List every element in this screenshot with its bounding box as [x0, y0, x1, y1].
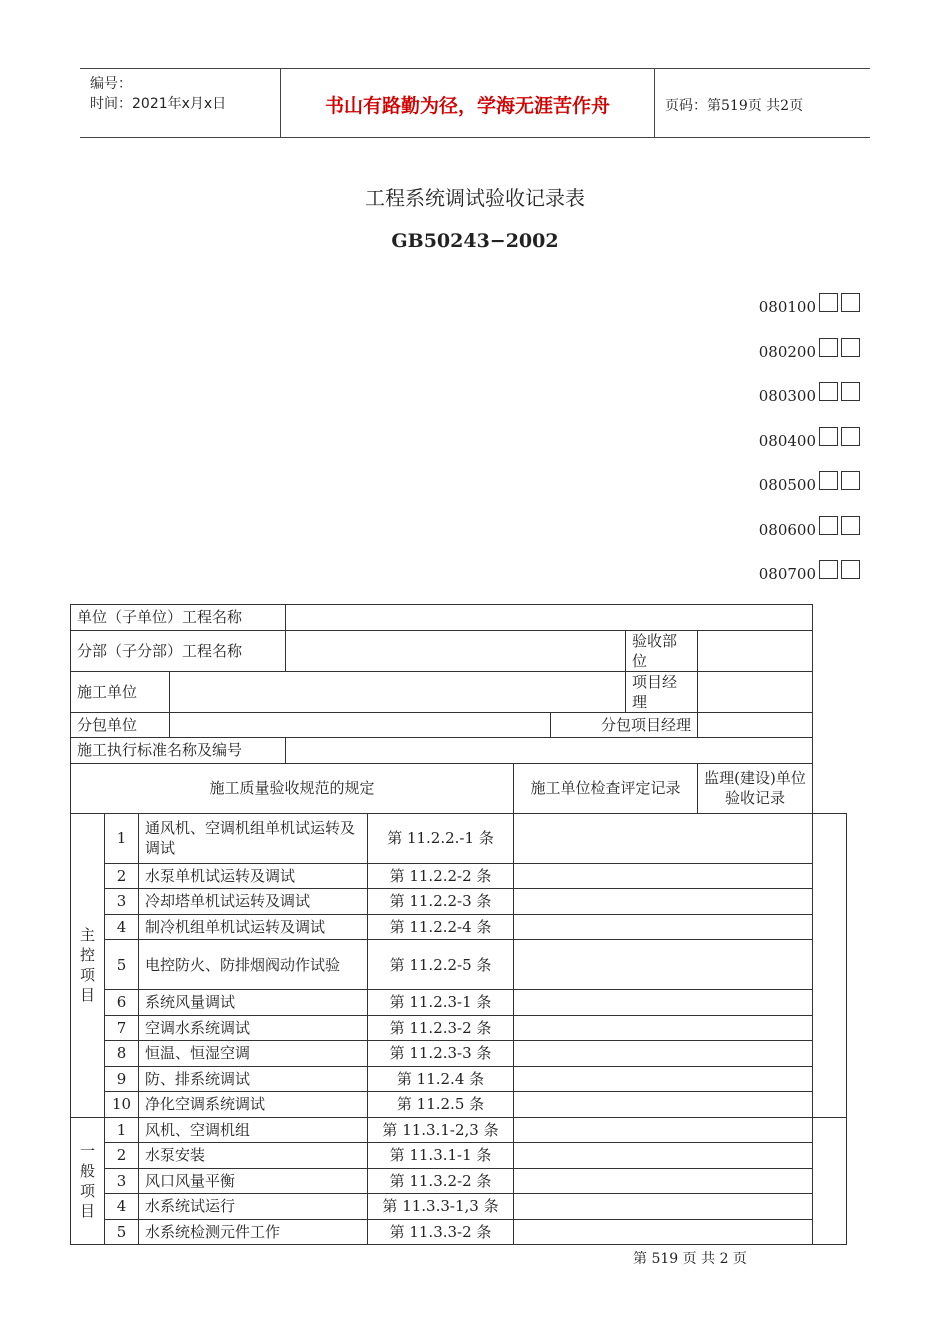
- code-label: 080300: [758, 387, 816, 405]
- item-clause: 第 11.3.2-2 条: [368, 1168, 514, 1194]
- header-info-cell: [80, 69, 280, 137]
- code-row: [740, 513, 870, 558]
- construction-record-cell[interactable]: [514, 1041, 813, 1067]
- item-number: 3: [105, 1168, 139, 1194]
- construction-record-cell[interactable]: [514, 1219, 813, 1245]
- code-label: 080200: [758, 342, 816, 361]
- construction-record-cell[interactable]: [514, 1092, 813, 1118]
- checkbox[interactable]: [841, 338, 860, 357]
- general-group-label: 一 般 项 目: [71, 1117, 105, 1245]
- checkbox[interactable]: [819, 471, 838, 490]
- item-name: 制冷机组单机试运转及调试: [139, 914, 368, 940]
- page-label: 页码：第519页 共2页: [665, 98, 804, 114]
- item-name: 净化空调系统调试: [139, 1092, 368, 1118]
- construction-record-cell[interactable]: [514, 863, 813, 889]
- item-name: 系统风量调试: [139, 990, 368, 1016]
- construction-record-cell[interactable]: [514, 889, 813, 915]
- construction-unit-label: 施工单位: [71, 671, 170, 712]
- item-number: 1: [105, 1117, 139, 1143]
- header-motto-cell: [280, 69, 655, 137]
- checkbox[interactable]: [841, 382, 860, 401]
- item-clause: 第 11.2.3-1 条: [368, 990, 514, 1016]
- acceptance-part-label: 验收部位: [626, 630, 698, 671]
- code-label: 080600: [758, 520, 816, 539]
- code-list: [740, 290, 870, 602]
- supervision-record-cell[interactable]: [813, 1117, 847, 1245]
- code-label: 080400: [758, 431, 816, 450]
- item-clause: 第 11.2.2-3 条: [368, 889, 514, 915]
- checkbox[interactable]: [819, 338, 838, 357]
- item-clause: 第 11.2.2-4 条: [368, 914, 514, 940]
- code-row: [740, 290, 870, 335]
- unit-project-label: 单位（子单位）工程名称: [71, 605, 286, 631]
- construction-record-cell[interactable]: [514, 940, 813, 990]
- checkbox[interactable]: [819, 293, 838, 312]
- item-name: 水系统试运行: [139, 1194, 368, 1220]
- construction-record-cell[interactable]: [514, 990, 813, 1016]
- sub-project-manager-label: 分包项目经理: [551, 712, 698, 738]
- main-control-group-label: 主 控 项 目: [71, 813, 105, 1117]
- item-number: 1: [105, 813, 139, 863]
- document-title: 工程系统调试验收记录表: [365, 186, 585, 210]
- item-number: 5: [105, 940, 139, 990]
- subcontractor-label: 分包单位: [71, 712, 170, 738]
- item-name: 水泵单机试运转及调试: [139, 863, 368, 889]
- sub-project-manager-value[interactable]: [698, 712, 813, 738]
- supervision-record-cell[interactable]: [813, 813, 847, 1117]
- item-name: 水系统检测元件工作: [139, 1219, 368, 1245]
- construction-record-cell[interactable]: [514, 813, 813, 863]
- division-label: 分部（子分部）工程名称: [71, 630, 286, 671]
- item-name: 冷却塔单机试运转及调试: [139, 889, 368, 915]
- item-number: 4: [105, 914, 139, 940]
- acceptance-table: [70, 604, 847, 1245]
- spec-column-header: 施工质量验收规范的规定: [71, 763, 514, 813]
- construction-record-cell[interactable]: [514, 914, 813, 940]
- construction-record-header: 施工单位检查评定记录: [514, 763, 698, 813]
- unit-project-value[interactable]: [286, 605, 813, 631]
- item-number: 9: [105, 1066, 139, 1092]
- item-number: 6: [105, 990, 139, 1016]
- construction-record-cell[interactable]: [514, 1168, 813, 1194]
- checkbox[interactable]: [819, 516, 838, 535]
- construction-record-cell[interactable]: [514, 1194, 813, 1220]
- standard-code: GB50243−2002: [391, 230, 559, 252]
- item-name: 空调水系统调试: [139, 1015, 368, 1041]
- number-label: 编号：: [90, 76, 132, 92]
- item-number: 2: [105, 1143, 139, 1169]
- item-clause: 第 11.2.2-2 条: [368, 863, 514, 889]
- item-number: 8: [105, 1041, 139, 1067]
- item-clause: 第 11.3.3-2 条: [368, 1219, 514, 1245]
- item-clause: 第 11.2.3-2 条: [368, 1015, 514, 1041]
- item-clause: 第 11.3.3-1,3 条: [368, 1194, 514, 1220]
- checkbox[interactable]: [819, 560, 838, 579]
- item-number: 10: [105, 1092, 139, 1118]
- standard-name-label: 施工执行标准名称及编号: [71, 738, 286, 764]
- item-name: 风机、空调机组: [139, 1117, 368, 1143]
- item-clause: 第 11.2.2.-1 条: [368, 813, 514, 863]
- checkbox[interactable]: [841, 427, 860, 446]
- checkbox[interactable]: [841, 560, 860, 579]
- checkbox[interactable]: [841, 293, 860, 312]
- code-row: [740, 557, 870, 602]
- page-header: [80, 68, 870, 138]
- item-name: 恒温、恒湿空调: [139, 1041, 368, 1067]
- construction-record-cell[interactable]: [514, 1117, 813, 1143]
- item-number: 2: [105, 863, 139, 889]
- construction-record-cell[interactable]: [514, 1066, 813, 1092]
- item-number: 5: [105, 1219, 139, 1245]
- item-name: 电控防火、防排烟阀动作试验: [139, 940, 368, 990]
- page-footer: 第 519 页 共 2 页: [633, 1251, 747, 1267]
- item-clause: 第 11.2.4 条: [368, 1066, 514, 1092]
- item-clause: 第 11.2.2-5 条: [368, 940, 514, 990]
- code-label: 080500: [758, 476, 816, 494]
- checkbox[interactable]: [819, 382, 838, 401]
- construction-record-cell[interactable]: [514, 1015, 813, 1041]
- item-name: 通风机、空调机组单机试运转及调试: [139, 813, 368, 863]
- construction-record-cell[interactable]: [514, 1143, 813, 1169]
- item-clause: 第 11.3.1-1 条: [368, 1143, 514, 1169]
- item-number: 4: [105, 1194, 139, 1220]
- item-clause: 第 11.2.3-3 条: [368, 1041, 514, 1067]
- checkbox[interactable]: [841, 516, 860, 535]
- code-row: [740, 335, 870, 380]
- supervision-record-header: 监理(建设)单位验收记录: [698, 763, 813, 813]
- checkbox[interactable]: [841, 471, 860, 490]
- construction-unit-value[interactable]: [170, 671, 626, 712]
- item-name: 防、排系统调试: [139, 1066, 368, 1092]
- date-label: 时间：2021年x月x日: [90, 96, 227, 112]
- project-manager-value[interactable]: [698, 671, 813, 712]
- code-label: 080100: [758, 298, 816, 316]
- code-label: 080700: [758, 565, 816, 583]
- project-manager-label: 项目经理: [626, 671, 698, 712]
- item-name: 风口风量平衡: [139, 1168, 368, 1194]
- item-clause: 第 11.2.5 条: [368, 1092, 514, 1118]
- item-name: 水泵安装: [139, 1143, 368, 1169]
- code-row: [740, 424, 870, 469]
- checkbox[interactable]: [819, 427, 838, 446]
- subcontractor-value[interactable]: [170, 712, 551, 738]
- header-page-cell: [655, 69, 870, 137]
- acceptance-part-value[interactable]: [698, 630, 813, 671]
- code-row: [740, 468, 870, 513]
- item-number: 7: [105, 1015, 139, 1041]
- standard-name-value[interactable]: [286, 738, 813, 764]
- code-row: [740, 379, 870, 424]
- item-number: 3: [105, 889, 139, 915]
- motto: 书山有路勤为径，学海无涯苦作舟: [324, 95, 610, 117]
- item-clause: 第 11.3.1-2,3 条: [368, 1117, 514, 1143]
- division-value[interactable]: [286, 630, 626, 671]
